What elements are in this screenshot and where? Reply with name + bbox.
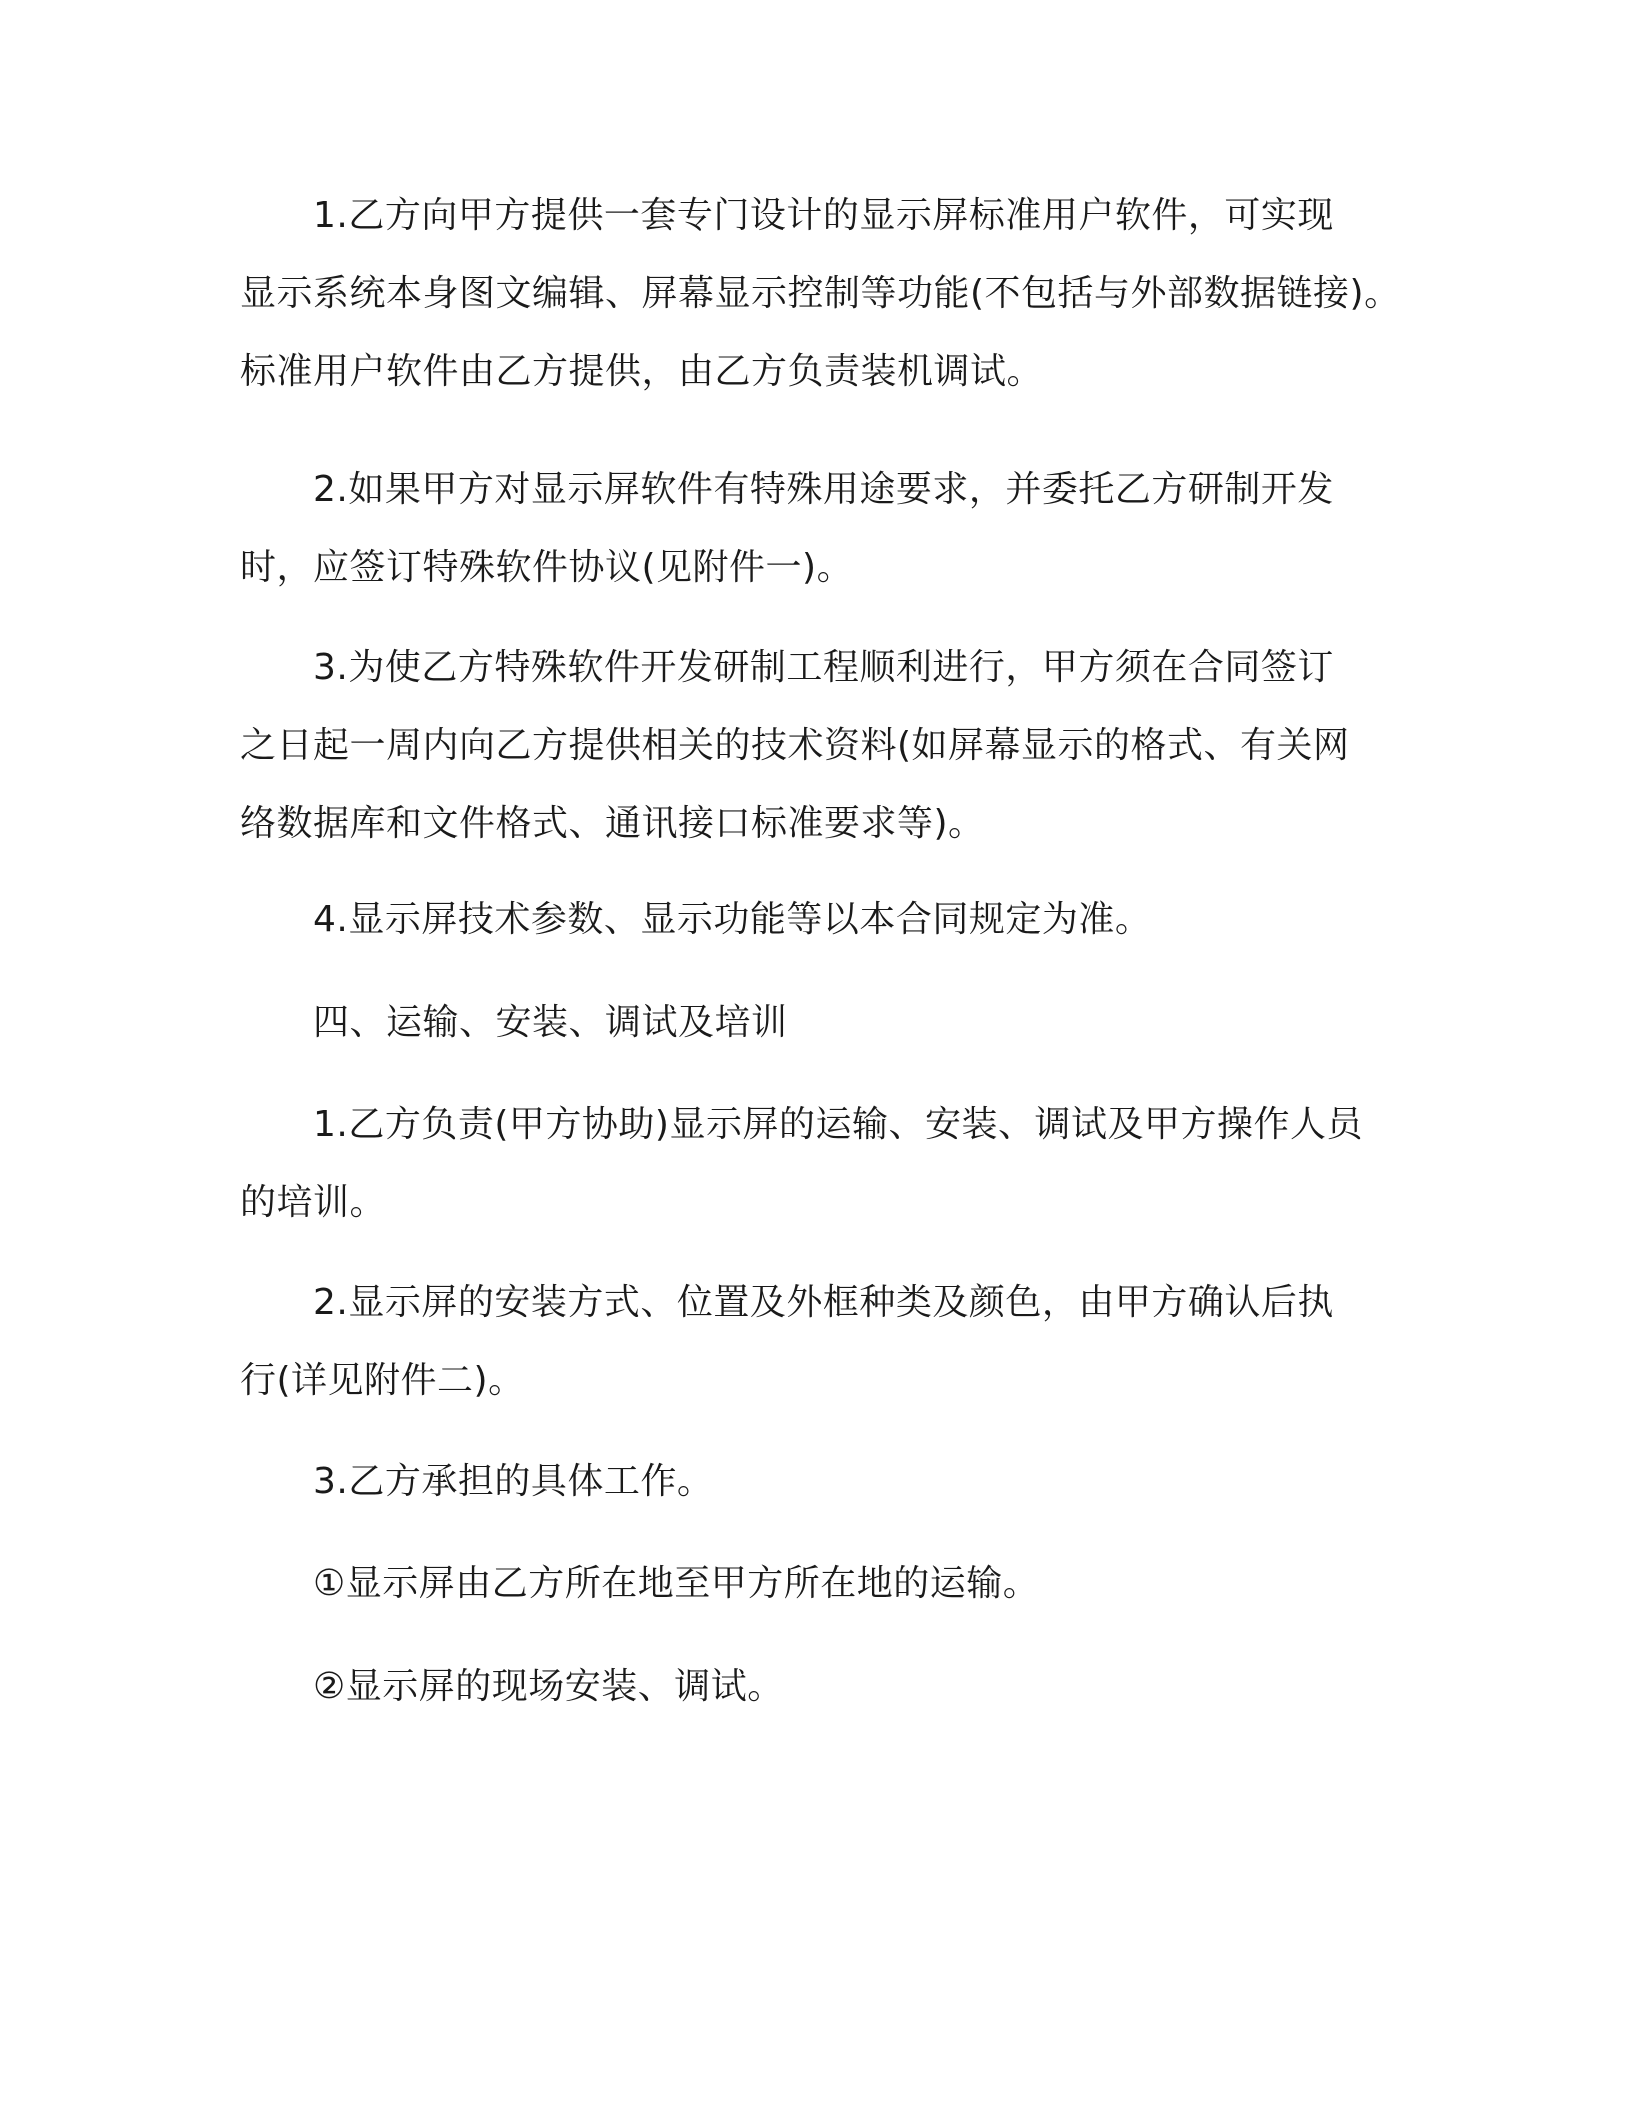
clause-software-provision: [240, 177, 1420, 411]
text-line: 标准用户软件由乙方提供，由乙方负责装机调试。: [240, 351, 1044, 392]
text-line: 3.乙方承担的具体工作。: [313, 1461, 714, 1502]
text-line: 四、运输、安装、调试及培训: [313, 1002, 788, 1043]
clause-specific-work: [240, 1443, 1420, 1521]
text-line: 4.显示屏技术参数、显示功能等以本合同规定为准。: [313, 899, 1152, 940]
text-line: 络数据库和文件格式、通讯接口标准要求等)。: [240, 803, 985, 844]
text-line: 时，应签订特殊软件协议(见附件一)。: [240, 547, 854, 588]
clause-installation-method: [240, 1264, 1420, 1420]
text-line: ②显示屏的现场安装、调试。: [313, 1666, 784, 1707]
text-line: 2.如果甲方对显示屏软件有特殊用途要求，并委托乙方研制开发: [313, 469, 1334, 510]
work-item-transport: [240, 1545, 1420, 1623]
text-line: 之日起一周内向乙方提供相关的技术资料(如屏幕显示的格式、有关网: [240, 725, 1350, 766]
clause-technical-materials: [240, 629, 1420, 863]
clause-special-software: [240, 451, 1420, 607]
text-line: 的培训。: [240, 1182, 387, 1223]
text-line: 1.乙方向甲方提供一套专门设计的显示屏标准用户软件，可实现: [313, 195, 1334, 236]
text-line: ①显示屏由乙方所在地至甲方所在地的运输。: [313, 1563, 1040, 1604]
text-line: 2.显示屏的安装方式、位置及外框种类及颜色，由甲方确认后执: [313, 1282, 1334, 1323]
text-line: 行(详见附件二)。: [240, 1360, 525, 1401]
work-item-installation: [240, 1648, 1420, 1726]
section-heading: [240, 984, 1420, 1062]
text-line: 显示系统本身图文编辑、屏幕显示控制等功能(不包括与外部数据链接)。: [240, 273, 1401, 314]
text-line: 1.乙方负责(甲方协助)显示屏的运输、安装、调试及甲方操作人员: [313, 1104, 1363, 1145]
text-line: 3.为使乙方特殊软件开发研制工程顺利进行，甲方须在合同签订: [313, 647, 1334, 688]
clause-transport-training: [240, 1086, 1420, 1242]
clause-technical-parameters: [240, 881, 1420, 959]
